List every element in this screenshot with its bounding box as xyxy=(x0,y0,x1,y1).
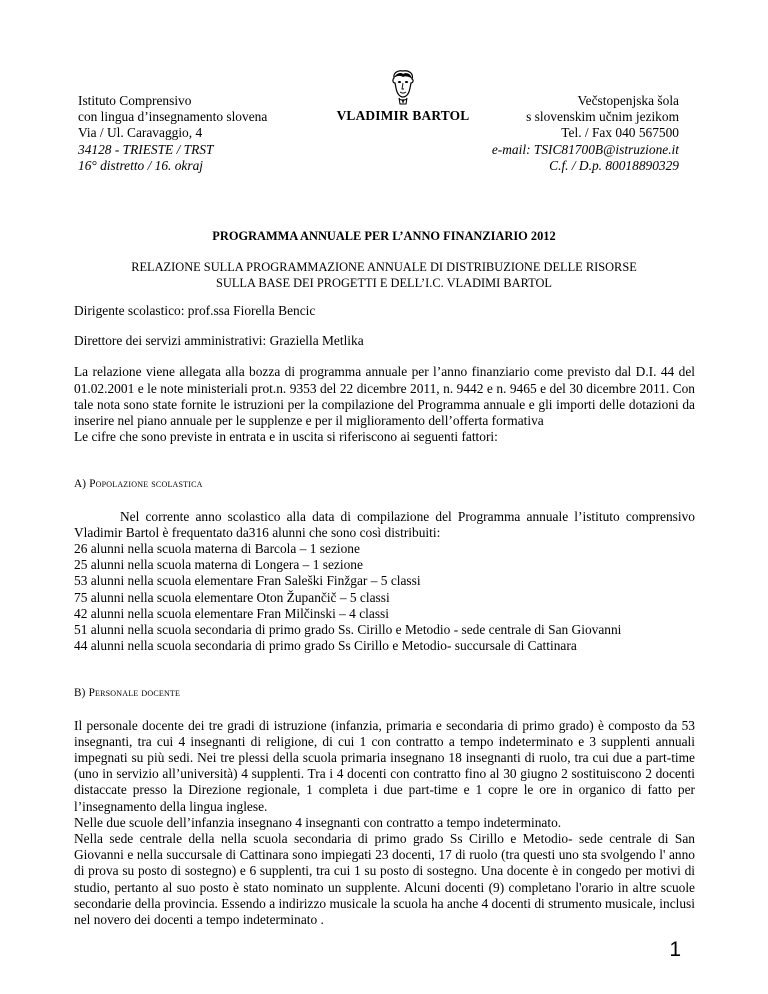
letterhead-center xyxy=(318,70,488,124)
intro-paragraph: La relazione viene allegata alla bozza di programma annuale per l’anno finanziario come previsto dal D.I. 44 del 01.02.2001 e le note ministeriali prot.n. 9353 del 22 dicembre 2011, n. 9442 e n. 9465 e del 30 dicembre 2011. Con tale nota sono state fornite le istruzioni per la compilazione del Programma annuale e gli importi delle dotazioni da inserire nel piano annuale per le supplenze e per il miglioramento dell’offerta formativa xyxy=(74,364,695,429)
document-subtitle-line-2: SULLA BASE DEI PROGETTI E DELL’I.C. VLADIMI BARTOL xyxy=(216,275,552,290)
list-item: 44 alunni nella scuola secondaria di primo grado Ss Cirillo e Metodio- succursale di Cattinara xyxy=(74,638,577,654)
document-subtitle-line-1: RELAZIONE SULLA PROGRAMMAZIONE ANNUALE DI DISTRIBUZIONE DELLE RISORSE xyxy=(131,260,637,274)
list-item: 53 alunni nella scuola elementare Fran Saleški Finžgar – 5 classi xyxy=(74,573,421,589)
letterhead-left xyxy=(78,93,318,174)
list-item: 26 alunni nella scuola materna di Barcola – 1 sezione xyxy=(74,541,360,557)
section-b-paragraph-3: Nella sede centrale della nella scuola secondaria di primo grado Ss Cirillo e Metodio- sede centrale di San Giovanni e nella succursale di Cattinara sono impiegati 23 docenti, 17 di ruolo (tra questi uno sta svolgendo l' anno di prova su posto di sostegno) e 6 supplenti, tra cui 1 su posto di sostegno. Una docente è in congedo per motivi di studio, pertanto al suo posto è stato nominato un supplente. Alcuni docenti (9) completano l'orario in altre scuole secondarie della provincia. Essendo a indirizzo musicale la scuola ha anche 4 docenti di strumento musicale, inclusi nel novero dei docenti a tempo indeterminato . xyxy=(74,831,695,928)
letterhead-email: e-mail: TSIC81700B@istruzione.it xyxy=(491,141,679,157)
page-number: 1 xyxy=(669,938,681,961)
section-b-heading: B) Personale docente xyxy=(74,687,181,700)
letterhead xyxy=(0,70,768,173)
letterhead-fiscal-code: C.f. / D.p. 80018890329 xyxy=(549,157,679,173)
intro-line-2: Le cifre che sono previste in entrata e in uscita si riferiscono ai seguenti fattori: xyxy=(74,429,498,445)
section-a-list xyxy=(74,541,695,654)
section-b-paragraph-2: Nelle due scuole dell’infanzia insegnano 4 insegnanti con contratto a tempo indeterminato. xyxy=(74,814,562,830)
section-b-paragraph-1: Il personale docente dei tre gradi di istruzione (infanzia, primaria e secondaria di primo grado) è composto da 53 insegnanti, tra cui 4 insegnanti di religione, di cui 1 con contratto a tempo indeterminato e 3 supplenti annuali impegnati su più sedi. Nei tre plessi della scuola primaria insegnano 18 insegnanti di ruolo, tra cui due a part-time (uno in servizio all’università) 4 supplenti. Tra i 4 docenti con contratto fino al 30 giugno 2 sostituiscono 2 docenti distaccate presso la Direzione regionale, 1 completa i due part-time e 1 copre le ore in organico di fatto per l’insegnamento della lingua inglese. xyxy=(74,717,695,814)
list-item: 51 alunni nella scuola secondaria di primo grado Ss. Cirillo e Metodio - sede centrale di San Giovanni xyxy=(74,622,622,638)
letterhead-right-line-2: s slovenskim učnim jezikom xyxy=(526,109,679,125)
direttore-line: Direttore dei servizi amministrativi: Graziella Metlika xyxy=(74,333,364,349)
portrait-logo-icon xyxy=(390,70,416,106)
list-item: 25 alunni nella scuola materna di Longera – 1 sezione xyxy=(74,557,363,573)
letterhead-left-line-1: Istituto Comprensivo xyxy=(78,93,192,108)
document-title: PROGRAMMA ANNUALE PER L’ANNO FINANZIARIO 2012 xyxy=(212,229,556,243)
document-body xyxy=(74,303,695,928)
section-a-intro: Nel corrente anno scolastico alla data di compilazione del Programma annuale l’istituto comprensivo Vladimir Bartol è frequentato da316 alunni che sono così distribuiti: xyxy=(74,508,695,540)
letterhead-left-line-2: con lingua d’insegnamento slovena xyxy=(78,109,268,125)
list-item: 75 alunni nella scuola elementare Oton Župančič – 5 classi xyxy=(74,589,390,605)
letterhead-left-line-4: 34128 - TRIESTE / TRST xyxy=(78,141,214,157)
dirigente-line: Dirigente scolastico: prof.ssa Fiorella Bencic xyxy=(74,303,316,318)
list-item: 42 alunni nella scuola elementare Fran Milčinski – 4 classi xyxy=(74,605,389,621)
letterhead-left-line-3: Via / Ul. Caravaggio, 4 xyxy=(78,125,203,141)
letterhead-right-line-1: Večstopenjska šola xyxy=(577,93,679,108)
letterhead-right-line-3: Tel. / Fax 040 567500 xyxy=(561,125,679,141)
school-name: VLADIMIR BARTOL xyxy=(336,108,470,123)
letterhead-right xyxy=(492,93,679,174)
section-a-heading: A) Popolazione scolastica xyxy=(74,478,203,491)
letterhead-left-line-5: 16° distretto / 16. okraj xyxy=(78,157,204,173)
document-subtitle xyxy=(0,260,768,292)
